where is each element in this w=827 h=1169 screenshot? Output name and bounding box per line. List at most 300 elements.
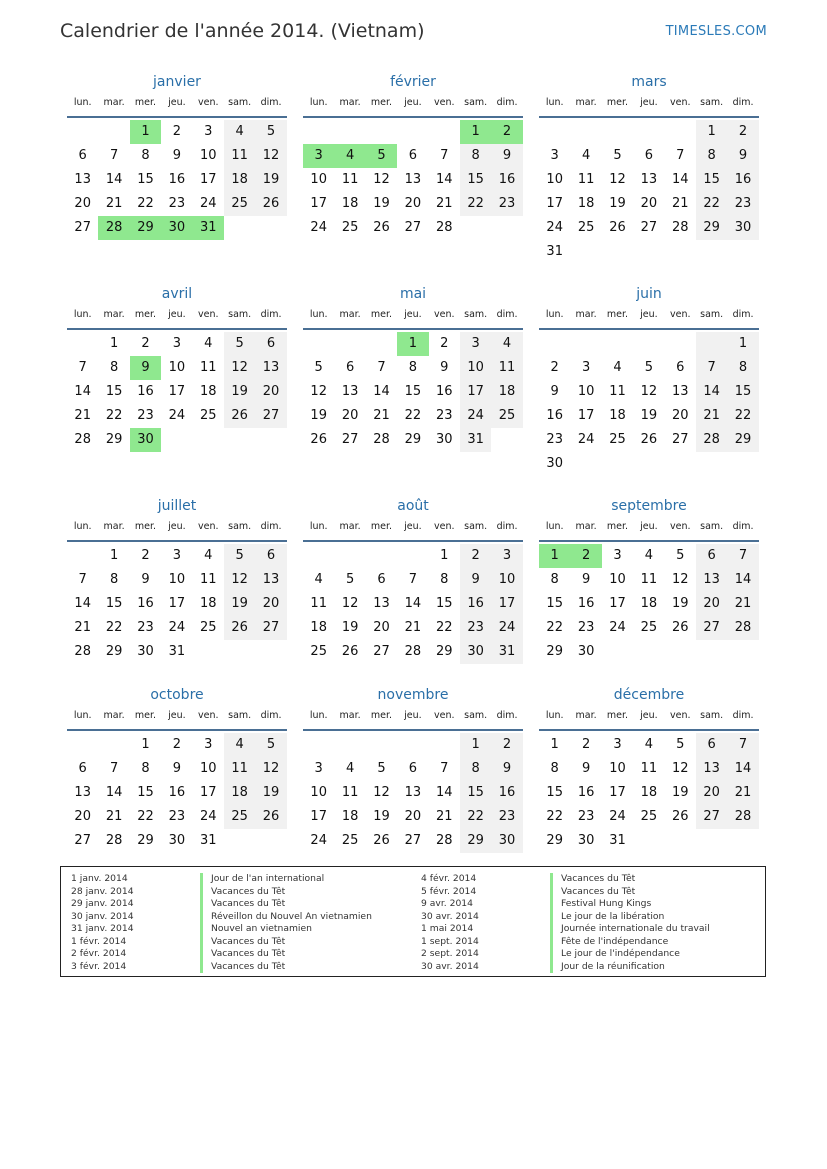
day-cell: 12 [373, 172, 390, 187]
day-cell: 27 [404, 833, 422, 848]
holiday-date: 2 sept. 2014 [421, 948, 479, 959]
empty-cell [67, 733, 98, 757]
day-cell: 24 [609, 809, 626, 824]
day-cell: 2 [460, 544, 491, 568]
weekday-header [539, 308, 759, 322]
day-cell: 30 [137, 644, 154, 659]
day-cell: 23 [546, 432, 563, 447]
month-name: février [390, 74, 436, 90]
day-cell: 19 [255, 168, 286, 192]
day-cell: 23 [168, 809, 186, 824]
day-cell: 12 [671, 572, 689, 587]
day-cell: 24 [310, 833, 327, 848]
empty-cell [429, 733, 460, 757]
weekday-label: mer. [606, 521, 629, 532]
day-cell: 13 [671, 384, 689, 399]
day-cell: 28 [74, 644, 91, 659]
day-grid [539, 544, 759, 664]
day-cell: 27 [74, 833, 91, 848]
day-cell: 5 [314, 360, 323, 375]
day-cell: 15 [404, 384, 422, 399]
day-cell: 8 [440, 572, 449, 587]
weekday-label: jeu. [404, 97, 422, 108]
day-cell: 17 [310, 196, 327, 211]
day-cell: 13 [74, 172, 91, 187]
empty-cell [334, 120, 365, 144]
day-cell: 23 [435, 408, 453, 423]
weekday-label: mar. [103, 710, 125, 721]
weekday-label: ven. [670, 309, 691, 320]
day-cell: 17 [577, 408, 595, 423]
month-name: septembre [611, 498, 687, 514]
month-avril [67, 285, 287, 452]
day-cell: 11 [199, 572, 217, 587]
empty-cell [366, 544, 397, 568]
weekday-label: jeu. [168, 97, 186, 108]
holiday-date: 4 févr. 2014 [421, 873, 477, 884]
holiday-name: Jour de la réunification [550, 961, 665, 974]
day-cell: 4 [224, 733, 255, 757]
day-cell: 19 [373, 196, 390, 211]
day-cell: 17 [491, 592, 522, 616]
day-cell: 19 [671, 785, 689, 800]
day-cell: 18 [640, 785, 658, 800]
weekday-label: mar. [575, 97, 597, 108]
day-cell: 30 [577, 833, 595, 848]
day-cell: 24 [577, 432, 595, 447]
holiday-date: 9 avr. 2014 [421, 898, 473, 909]
holiday-date: 29 janv. 2014 [71, 898, 134, 909]
holiday-name: Vacances du Têt [200, 886, 285, 899]
day-cell: 4 [224, 120, 255, 144]
empty-cell [570, 332, 601, 356]
day-cell: 5 [377, 761, 386, 776]
weekday-label: dim. [260, 97, 282, 108]
day-cell: 5 [255, 120, 286, 144]
day-cell: 26 [310, 432, 327, 447]
empty-cell [98, 120, 129, 144]
weekday-header [539, 709, 759, 723]
day-cell: 27 [255, 404, 286, 428]
empty-cell [366, 733, 397, 757]
day-cell: 26 [671, 620, 689, 635]
day-cell: 27 [74, 220, 91, 235]
day-cell: 8 [460, 757, 491, 781]
month-février [303, 73, 523, 240]
weekday-label: sam. [700, 97, 724, 108]
header-rule [303, 116, 523, 118]
month-mai [303, 285, 523, 452]
day-cell: 18 [341, 196, 359, 211]
weekday-header [303, 520, 523, 534]
day-cell: 22 [460, 192, 491, 216]
day-cell: 8 [141, 148, 150, 163]
day-cell: 14 [671, 172, 689, 187]
day-cell: 9 [141, 572, 150, 587]
brand-link[interactable]: TIMESLES.COM [665, 24, 767, 39]
day-cell: 17 [199, 172, 217, 187]
day-cell: 18 [310, 620, 327, 635]
day-cell: 12 [255, 757, 286, 781]
day-cell: 11 [224, 757, 255, 781]
day-cell: 12 [255, 144, 286, 168]
weekday-label: mar. [575, 309, 597, 320]
weekday-label: sam. [228, 309, 252, 320]
day-cell: 3 [460, 332, 491, 356]
weekday-label: mar. [103, 521, 125, 532]
day-cell: 10 [577, 384, 595, 399]
holiday-name: Vacances du Têt [200, 961, 285, 974]
day-cell: 3 [613, 737, 622, 752]
day-cell: 2 [727, 120, 758, 144]
day-cell: 10 [168, 360, 186, 375]
month-septembre [539, 497, 759, 664]
holiday-day-cell: 29 [130, 216, 161, 240]
day-cell: 3 [581, 360, 591, 375]
day-cell: 7 [109, 761, 119, 776]
holiday-name: Vacances du Têt [550, 873, 635, 886]
weekday-label: sam. [464, 309, 488, 320]
weekday-label: lun. [309, 521, 328, 532]
day-cell: 14 [373, 384, 390, 399]
month-octobre [67, 686, 287, 853]
day-cell: 4 [613, 360, 622, 375]
holiday-name: Vacances du Têt [200, 898, 285, 911]
empty-cell [67, 120, 98, 144]
day-cell: 11 [577, 172, 595, 187]
day-cell: 4 [491, 332, 522, 356]
weekday-label: lun. [73, 309, 92, 320]
day-cell: 2 [550, 360, 559, 375]
day-cell: 8 [460, 144, 491, 168]
weekday-header [67, 520, 287, 534]
day-cell: 2 [172, 737, 181, 752]
day-cell: 1 [727, 332, 758, 356]
day-cell: 20 [74, 809, 91, 824]
day-cell: 29 [546, 644, 563, 659]
day-cell: 7 [78, 360, 87, 375]
weekday-label: mar. [339, 309, 361, 320]
day-cell: 6 [78, 148, 87, 163]
day-cell: 1 [141, 737, 150, 752]
empty-cell [539, 332, 570, 356]
day-cell: 22 [105, 408, 123, 423]
day-cell: 14 [105, 172, 123, 187]
day-cell: 26 [341, 644, 359, 659]
day-cell: 23 [137, 620, 154, 635]
day-cell: 21 [105, 196, 123, 211]
empty-cell [366, 120, 397, 144]
day-cell: 27 [373, 644, 390, 659]
header-rule [539, 328, 759, 330]
day-cell: 14 [435, 785, 453, 800]
day-cell: 27 [341, 432, 359, 447]
day-cell: 11 [640, 572, 658, 587]
day-cell: 19 [671, 596, 689, 611]
day-cell: 18 [609, 408, 626, 423]
day-cell: 18 [491, 380, 522, 404]
day-cell: 7 [727, 733, 758, 757]
day-cell: 10 [168, 572, 186, 587]
header-rule [539, 540, 759, 542]
weekday-label: lun. [545, 309, 564, 320]
holiday-name: Fête de l'indépendance [550, 936, 668, 949]
day-grid [303, 544, 523, 664]
weekday-label: mer. [134, 710, 157, 721]
header-rule [67, 116, 287, 118]
header-rule [67, 328, 287, 330]
day-cell: 7 [408, 572, 417, 587]
day-cell: 30 [727, 216, 758, 240]
weekday-label: dim. [732, 309, 754, 320]
day-cell: 28 [404, 644, 422, 659]
day-cell: 6 [78, 761, 87, 776]
day-cell: 13 [255, 568, 286, 592]
holiday-date: 3 févr. 2014 [71, 960, 127, 972]
empty-cell [303, 733, 334, 757]
month-juin [539, 285, 759, 476]
weekday-header [303, 709, 523, 723]
holiday-name: Le jour de l'indépendance [550, 948, 680, 961]
weekday-label: lun. [73, 710, 92, 721]
holiday-name: Vacances du Têt [550, 886, 635, 899]
day-cell: 12 [609, 172, 626, 187]
day-cell: 25 [224, 192, 255, 216]
day-cell: 9 [581, 572, 591, 587]
holiday-day-cell: 2 [491, 120, 522, 144]
weekday-label: mar. [103, 97, 125, 108]
day-cell: 16 [727, 168, 758, 192]
day-cell: 21 [671, 196, 689, 211]
day-cell: 9 [491, 144, 522, 168]
day-cell: 21 [727, 592, 758, 616]
day-cell: 16 [137, 596, 154, 611]
day-cell: 25 [609, 432, 626, 447]
day-cell: 25 [341, 220, 359, 235]
day-cell: 23 [577, 620, 595, 635]
weekday-label: ven. [434, 521, 455, 532]
day-cell: 23 [137, 408, 154, 423]
day-cell: 10 [460, 356, 491, 380]
day-cell: 19 [224, 380, 255, 404]
empty-cell [429, 120, 460, 144]
day-cell: 16 [491, 781, 522, 805]
empty-cell [633, 120, 664, 144]
day-cell: 7 [78, 572, 87, 587]
day-cell: 8 [550, 761, 559, 776]
holiday-date: 1 sept. 2014 [421, 935, 479, 947]
day-cell: 13 [255, 356, 286, 380]
weekday-label: mer. [370, 710, 393, 721]
weekday-label: sam. [464, 710, 488, 721]
day-cell: 27 [671, 432, 689, 447]
day-cell: 22 [727, 404, 758, 428]
month-name: avril [161, 286, 193, 302]
day-cell: 28 [74, 432, 91, 447]
day-cell: 16 [168, 785, 186, 800]
day-cell: 16 [137, 384, 154, 399]
day-cell: 12 [310, 384, 327, 399]
day-cell: 14 [435, 172, 453, 187]
day-cell: 31 [609, 833, 626, 848]
day-cell: 4 [345, 761, 355, 776]
month-name: octobre [150, 687, 204, 703]
day-cell: 27 [255, 616, 286, 640]
month-août [303, 497, 523, 664]
month-name: janvier [153, 74, 201, 90]
day-cell: 24 [491, 616, 522, 640]
holiday-date: 1 mai 2014 [421, 923, 474, 934]
day-cell: 29 [105, 432, 123, 447]
empty-cell [334, 733, 365, 757]
day-cell: 28 [696, 428, 727, 452]
empty-cell [696, 332, 727, 356]
weekday-header [539, 520, 759, 534]
day-cell: 25 [199, 408, 217, 423]
day-cell: 14 [727, 757, 758, 781]
day-cell: 10 [609, 572, 626, 587]
empty-cell [366, 332, 397, 356]
holiday-day-cell: 3 [303, 144, 334, 168]
weekday-label: mer. [134, 521, 157, 532]
day-cell: 17 [310, 809, 327, 824]
day-cell: 20 [255, 592, 286, 616]
day-cell: 19 [609, 196, 626, 211]
weekday-label: mar. [575, 521, 597, 532]
day-cell: 21 [105, 809, 123, 824]
day-cell: 28 [727, 805, 758, 829]
weekday-label: dim. [496, 521, 518, 532]
day-cell: 29 [696, 216, 727, 240]
day-grid [67, 332, 287, 452]
day-cell: 26 [609, 220, 626, 235]
day-cell: 10 [546, 172, 563, 187]
day-cell: 17 [168, 384, 186, 399]
month-juillet [67, 497, 287, 664]
day-cell: 3 [550, 148, 559, 163]
day-cell: 8 [727, 356, 758, 380]
day-cell: 10 [199, 761, 217, 776]
weekday-label: lun. [545, 710, 564, 721]
weekday-label: jeu. [404, 710, 422, 721]
weekday-label: ven. [198, 97, 219, 108]
day-cell: 23 [727, 192, 758, 216]
day-grid [67, 544, 287, 664]
day-cell: 21 [373, 408, 390, 423]
holiday-day-cell: 31 [193, 216, 224, 240]
weekday-label: jeu. [168, 309, 186, 320]
day-cell: 15 [105, 384, 123, 399]
empty-cell [334, 332, 365, 356]
empty-cell [397, 120, 428, 144]
day-cell: 20 [640, 196, 658, 211]
day-cell: 29 [727, 428, 758, 452]
day-cell: 3 [314, 761, 323, 776]
day-cell: 14 [696, 380, 727, 404]
day-cell: 6 [345, 360, 355, 375]
day-cell: 30 [577, 644, 595, 659]
day-cell: 30 [491, 829, 522, 853]
day-cell: 5 [676, 548, 685, 563]
day-cell: 1 [109, 336, 119, 351]
day-cell: 17 [546, 196, 563, 211]
day-cell: 23 [577, 809, 595, 824]
day-cell: 13 [696, 757, 727, 781]
day-cell: 7 [440, 761, 449, 776]
holiday-list [60, 866, 766, 977]
day-cell: 5 [224, 332, 255, 356]
day-cell: 31 [199, 833, 217, 848]
holiday-name: Journée internationale du travail [550, 923, 710, 936]
day-cell: 18 [199, 384, 217, 399]
holiday-name: Nouvel an vietnamien [200, 923, 312, 936]
weekday-label: dim. [732, 97, 754, 108]
weekday-label: mar. [575, 710, 597, 721]
day-cell: 11 [199, 360, 217, 375]
day-cell: 27 [404, 220, 422, 235]
day-cell: 8 [550, 572, 559, 587]
day-cell: 21 [74, 620, 91, 635]
day-cell: 26 [373, 833, 390, 848]
weekday-label: lun. [309, 710, 328, 721]
day-cell: 18 [224, 168, 255, 192]
day-cell: 29 [105, 644, 123, 659]
day-cell: 4 [204, 336, 213, 351]
day-cell: 8 [141, 761, 150, 776]
weekday-label: lun. [309, 309, 328, 320]
weekday-label: lun. [309, 97, 328, 108]
day-cell: 13 [373, 596, 390, 611]
day-cell: 20 [255, 380, 286, 404]
day-cell: 5 [255, 733, 286, 757]
weekday-label: ven. [434, 97, 455, 108]
day-cell: 16 [546, 408, 563, 423]
day-cell: 11 [640, 761, 658, 776]
day-cell: 6 [644, 148, 653, 163]
holiday-date: 1 févr. 2014 [71, 935, 127, 947]
day-cell: 9 [581, 761, 591, 776]
day-cell: 5 [224, 544, 255, 568]
day-cell: 2 [141, 548, 150, 563]
holiday-date: 30 avr. 2014 [421, 910, 479, 922]
day-cell: 18 [341, 809, 359, 824]
weekday-label: mer. [134, 309, 157, 320]
day-cell: 24 [310, 220, 327, 235]
weekday-header [539, 96, 759, 110]
day-cell: 11 [341, 172, 359, 187]
day-cell: 13 [404, 785, 422, 800]
day-cell: 4 [644, 548, 653, 563]
day-cell: 31 [460, 428, 491, 452]
day-cell: 7 [696, 356, 727, 380]
day-cell: 8 [109, 572, 119, 587]
day-cell: 26 [373, 220, 390, 235]
day-cell: 21 [74, 408, 91, 423]
day-cell: 29 [460, 829, 491, 853]
day-cell: 1 [550, 737, 559, 752]
day-cell: 4 [314, 572, 323, 587]
holiday-name: Vacances du Têt [200, 936, 285, 949]
day-cell: 22 [460, 805, 491, 829]
day-cell: 13 [696, 568, 727, 592]
day-cell: 11 [310, 596, 327, 611]
day-cell: 25 [199, 620, 217, 635]
day-cell: 26 [640, 432, 658, 447]
day-cell: 30 [168, 833, 186, 848]
holiday-name: Réveillon du Nouvel An vietnamien [200, 911, 372, 924]
day-cell: 22 [137, 809, 154, 824]
day-cell: 20 [404, 196, 422, 211]
